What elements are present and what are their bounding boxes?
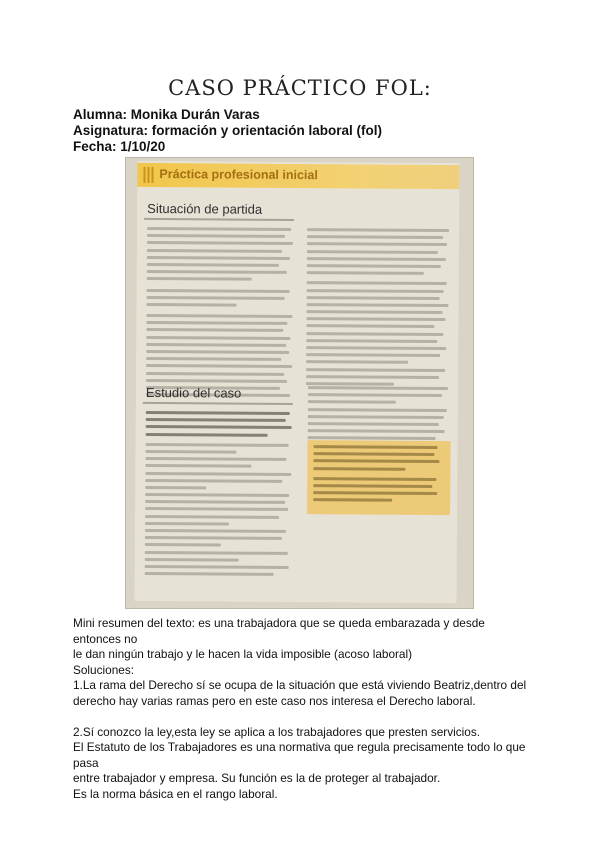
document-title: CASO PRÁCTICO FOL: <box>168 76 432 100</box>
section-divider <box>143 402 293 405</box>
summary-line: Mini resumen del texto: es una trabajadora que se queda embarazada y desde entonces no <box>73 616 485 646</box>
legal-reference-box <box>307 440 451 515</box>
answer-1-line: 1.La rama del Derecho sí se ocupa de la situación que está viviendo Beatriz,dentro del <box>73 678 527 693</box>
section-heading-2 <box>146 385 242 401</box>
section-heading-1 <box>147 201 262 217</box>
solutions-label: Soluciones: <box>73 662 134 677</box>
textbook-page <box>134 161 459 603</box>
banner-title: Práctica profesional inicial <box>159 167 318 183</box>
answer-2-line: Es la norma básica en el rango laboral. <box>73 786 278 801</box>
section-heading-1-text: Situación de partida <box>147 200 263 217</box>
textbook-photo <box>126 158 473 608</box>
answer-1-line: derecho hay varias ramas pero en este caso nos interesa el Derecho laboral. <box>73 693 476 708</box>
answer-2-line: 2.Sí conozco la ley,esta ley se aplica a los trabajadores que presten servicios. <box>73 724 480 739</box>
summary-line: le dan ningún trabajo y le hacen la vida imposible (acoso laboral) <box>73 647 413 662</box>
situation-text-right <box>306 228 453 390</box>
student-name: Alumna: Monika Durán Varas <box>73 107 260 122</box>
answer-2-line: El Estatuto de los Trabajadores es una normativa que regula precisamente todo lo que pasa <box>73 740 526 770</box>
date: Fecha: 1/10/20 <box>73 139 166 154</box>
situation-text-left <box>146 227 297 401</box>
subject: Asignatura: formación y orientación laboral (fol) <box>73 123 383 138</box>
header-info <box>73 107 382 155</box>
case-questions-left <box>145 411 298 580</box>
answer-body <box>73 616 533 803</box>
practice-banner <box>137 163 459 189</box>
section-divider <box>144 218 294 221</box>
banner-stripes-icon <box>143 167 155 183</box>
section-heading-2-text: Estudio del caso <box>145 384 242 401</box>
answer-2-line: entre trabajador y empresa. Su función es la de proteger al trabajador. <box>73 771 441 786</box>
